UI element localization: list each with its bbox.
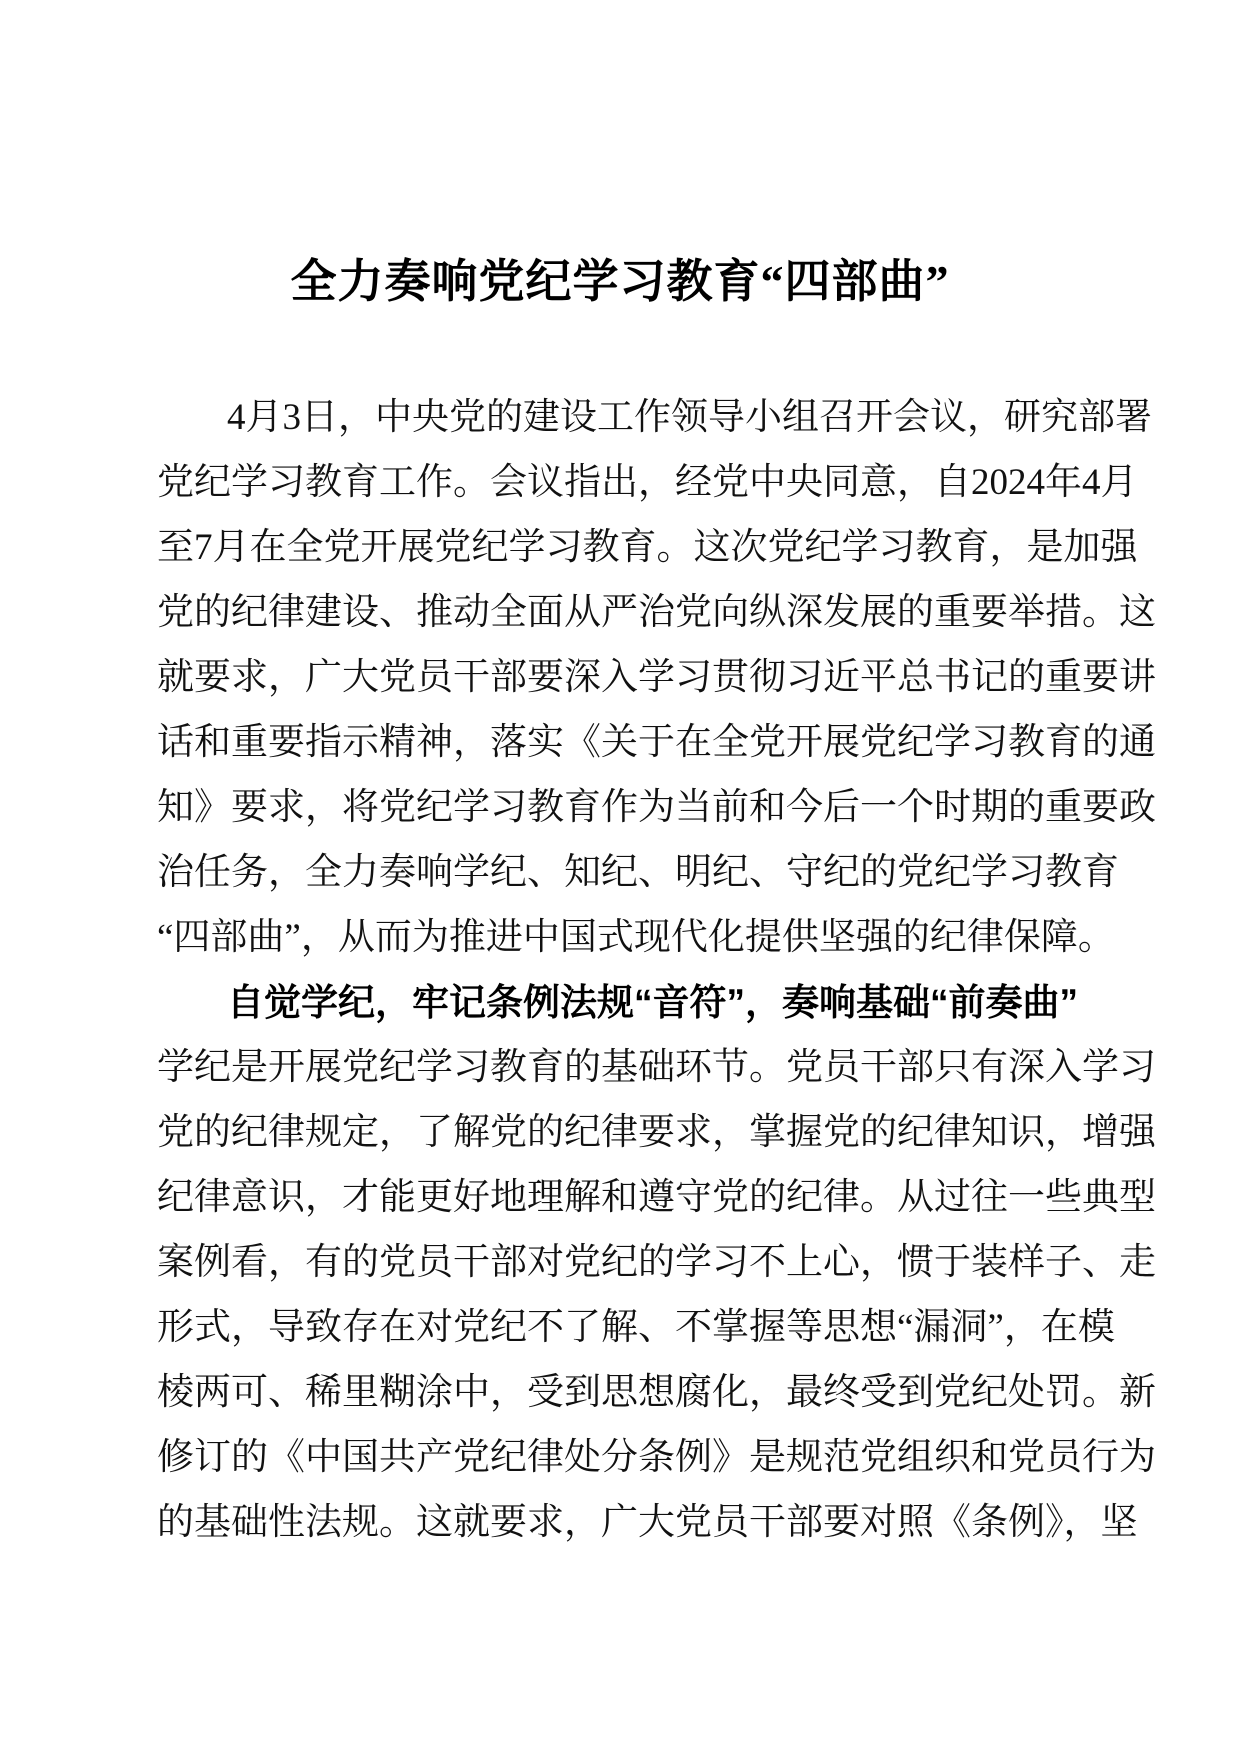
document-title: 全力奏响党纪学习教育“四部曲” (290, 256, 950, 307)
paragraph-1-line: 党纪学习教育工作。会议指出，经党中央同意，自2024年4月 (157, 462, 1138, 503)
paragraph-2-line: 修订的《中国共产党纪律处分条例》是规范党组织和党员行为 (157, 1437, 1156, 1478)
paragraph-1-line: 党的纪律建设、推动全面从严治党向纵深发展的重要举措。这 (157, 592, 1156, 633)
paragraph-2-line: 棱两可、稀里糊涂中，受到思想腐化，最终受到党纪处罚。新 (157, 1372, 1156, 1413)
paragraph-2-line: 的基础性法规。这就要求，广大党员干部要对照《条例》，坚 (157, 1502, 1138, 1543)
paragraph-1-line: 治任务，全力奏响学纪、知纪、明纪、守纪的党纪学习教育 (157, 852, 1119, 893)
section-heading: 自觉学纪，牢记条例法规“音符”，奏响基础“前奏曲” (227, 982, 1078, 1023)
paragraph-2-line: 纪律意识，才能更好地理解和遵守党的纪律。从过往一些典型 (157, 1177, 1156, 1218)
paragraph-2-line: 形式，导致存在对党纪不了解、不掌握等思想“漏洞”，在模 (157, 1307, 1115, 1348)
document-body (157, 385, 1156, 1555)
paragraph-1-line: “四部曲”，从而为推进中国式现代化提供坚强的纪律保障。 (157, 917, 1115, 958)
paragraph-1-line: 4月3日，中央党的建设工作领导小组召开会议，研究部署 (227, 397, 1152, 438)
paragraph-1-line: 就要求，广大党员干部要深入学习贯彻习近平总书记的重要讲 (157, 657, 1156, 698)
paragraph-2-line: 案例看，有的党员干部对党纪的学习不上心，惯于装样子、走 (157, 1242, 1156, 1283)
paragraph-2-line: 学纪是开展党纪学习教育的基础环节。党员干部只有深入学习 (157, 1047, 1156, 1088)
paragraph-2-line: 党的纪律规定，了解党的纪律要求，掌握党的纪律知识，增强 (157, 1112, 1156, 1153)
paragraph-1-line: 知》要求，将党纪学习教育作为当前和今后一个时期的重要政 (157, 787, 1156, 828)
paragraph-1-line: 至7月在全党开展党纪学习教育。这次党纪学习教育，是加强 (157, 527, 1138, 568)
paragraph-1-line: 话和重要指示精神，落实《关于在全党开展党纪学习教育的通 (157, 722, 1156, 763)
